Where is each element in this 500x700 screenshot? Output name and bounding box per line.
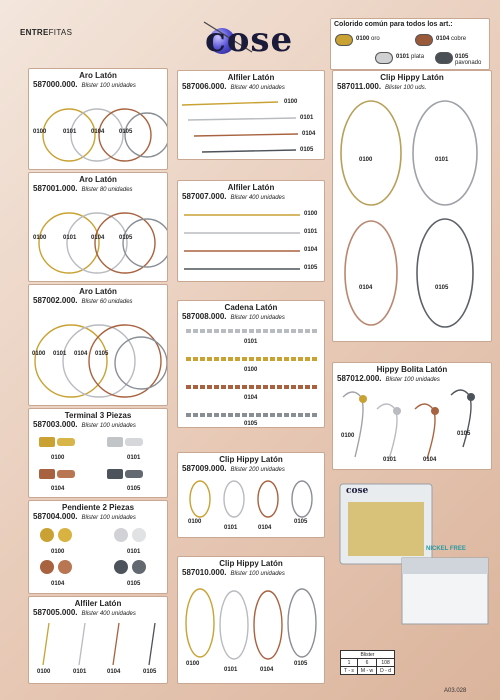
variant-label: 0101 <box>304 229 318 235</box>
blister-table-cell: T - s <box>341 667 358 675</box>
variant-label: 0101 <box>127 549 141 555</box>
variant-label: 0100 <box>244 367 258 373</box>
blister-quantity-table <box>340 650 395 675</box>
variant-label: 0100 <box>186 661 200 667</box>
product-code: 587002.000. Blister 60 unidades <box>33 296 133 305</box>
product-code: 587001.000. Blister 80 unidades <box>33 184 133 193</box>
blister-table-cell: D - d <box>377 667 395 675</box>
product-card-587004 <box>28 500 168 594</box>
variant-label: 0105 <box>300 147 314 153</box>
variant-label: 0105 <box>457 431 471 437</box>
variant-label: 0101 <box>63 129 77 135</box>
hippy-clips-icon <box>333 95 492 342</box>
brand-prefix: ENTRE <box>20 28 49 37</box>
product-card-587002 <box>28 284 168 406</box>
variant-label: 0104 <box>244 395 258 401</box>
terminal-clasps-icon <box>29 431 168 498</box>
product-title: Hippy Bolita Latón <box>376 365 448 374</box>
variant-label: 0101 <box>383 457 397 463</box>
product-card-587003 <box>28 408 168 498</box>
product-code: 587006.000. Blister 400 unidades <box>182 82 285 91</box>
variant-label: 0100 <box>188 519 202 525</box>
blister-pack-illustration <box>334 478 492 628</box>
blister-table-cell: M - w <box>357 667 376 675</box>
product-code: 587010.000. Blister 100 unidades <box>182 568 285 577</box>
variant-label: 0100 <box>304 211 318 217</box>
variant-label: 0105 <box>294 519 308 525</box>
product-card-587001 <box>28 172 168 282</box>
product-code: 587009.000. Blister 200 unidades <box>182 464 285 473</box>
variant-label: 0101 <box>224 667 238 673</box>
brand-label <box>20 28 72 37</box>
variant-label: 0104 <box>51 581 65 587</box>
blister-table-cell: 108 <box>377 659 395 667</box>
variant-label: 0104 <box>302 131 316 137</box>
variant-label: 0100 <box>37 669 51 675</box>
variant-label: 0100 <box>33 129 47 135</box>
product-card-587009 <box>177 452 325 538</box>
product-title: Clip Hippy Latón <box>219 559 283 568</box>
swatch-label-plata: 0101 plata <box>396 54 425 60</box>
swatch-label-oro: 0100 oro <box>356 36 380 42</box>
variant-label: 0101 <box>244 339 258 345</box>
product-title: Alfiler Latón <box>227 183 275 192</box>
variant-label: 0105 <box>143 669 157 675</box>
variant-label: 0101 <box>300 115 314 121</box>
variant-label: 0104 <box>91 235 105 241</box>
blister-table-cell: 6 <box>357 659 376 667</box>
product-title: Aro Latón <box>79 71 117 80</box>
variant-label: 0100 <box>51 549 65 555</box>
product-title: Clip Hippy Latón <box>380 73 444 82</box>
head-pins-icon <box>29 619 168 675</box>
product-code: 587000.000. Blister 100 unidades <box>33 80 136 89</box>
stud-earrings-icon <box>29 523 168 594</box>
variant-label: 0101 <box>127 455 141 461</box>
swatch-plata-icon <box>375 52 393 64</box>
variant-label: 0105 <box>127 581 141 587</box>
product-code: 587012.000. Blister 100 unidades <box>337 374 440 383</box>
blister-table-header: Blister <box>341 651 395 659</box>
variant-label: 0104 <box>74 351 88 357</box>
variant-label: 0101 <box>63 235 77 241</box>
variant-label: 0105 <box>119 235 133 241</box>
product-title: Alfiler Latón <box>74 599 122 608</box>
product-card-587011 <box>332 70 492 342</box>
product-code: 587011.000. Blister 100 uds. <box>337 82 427 91</box>
variant-label: 0100 <box>32 351 46 357</box>
product-card-587010 <box>177 556 325 684</box>
brand-suffix: FITAS <box>48 28 73 37</box>
variant-label: 0104 <box>91 129 105 135</box>
legend-title: Colorido común para todos los art.: <box>334 21 453 28</box>
hippy-clips-icon <box>178 579 325 683</box>
head-pins-icon <box>178 203 325 282</box>
variant-label: 0101 <box>73 669 87 675</box>
variant-label: 0101 <box>53 351 67 357</box>
variant-label: 0101 <box>435 157 449 163</box>
variant-label: 0101 <box>224 525 238 531</box>
color-legend <box>330 18 490 70</box>
variant-label: 0100 <box>33 235 47 241</box>
product-card-587008 <box>177 300 325 428</box>
product-code: 587005.000. Blister 400 unidades <box>33 608 136 617</box>
variant-label: 0105 <box>95 351 109 357</box>
swatch-oro-icon <box>335 34 353 46</box>
product-card-587006 <box>177 70 325 160</box>
product-code: 587007.000. Blister 400 unidades <box>182 192 285 201</box>
variant-label: 0104 <box>423 457 437 463</box>
variant-label: 0105 <box>244 421 258 427</box>
blister-brand-logo: cose <box>346 486 369 496</box>
cose-logo: cose <box>205 20 294 60</box>
product-card-587005 <box>28 596 168 684</box>
product-title: Clip Hippy Latón <box>219 455 283 464</box>
swatch-pavonado-icon <box>435 52 453 64</box>
product-card-587000 <box>28 68 168 170</box>
swatch-label-cobre: 0104 cobre <box>436 36 467 42</box>
variant-label: 0100 <box>341 433 355 439</box>
page-code: A03.028 <box>444 688 467 694</box>
product-title: Aro Latón <box>79 175 117 184</box>
variant-label: 0104 <box>258 525 272 531</box>
variant-label: 0104 <box>51 486 65 492</box>
product-title: Aro Latón <box>79 287 117 296</box>
product-title: Alfiler Latón <box>227 73 275 82</box>
variant-label: 0104 <box>359 285 373 291</box>
variant-label: 0100 <box>51 455 65 461</box>
blister-table-cell: 1 <box>341 659 358 667</box>
product-code: 587003.000. Blister 100 unidades <box>33 420 136 429</box>
ball-hook-earrings-icon <box>333 385 492 470</box>
product-title: Cadena Latón <box>224 303 278 312</box>
variant-label: 0105 <box>435 285 449 291</box>
variant-label: 0105 <box>294 661 308 667</box>
product-code: 587004.000. Blister 100 unidades <box>33 512 136 521</box>
variant-label: 0105 <box>119 129 133 135</box>
nickel-free-label: NICKEL FREE <box>426 546 466 552</box>
swatch-cobre-icon <box>415 34 433 46</box>
variant-label: 0104 <box>107 669 121 675</box>
variant-label: 0100 <box>359 157 373 163</box>
product-card-587012 <box>332 362 492 470</box>
variant-label: 0105 <box>304 265 318 271</box>
product-card-587007 <box>177 180 325 282</box>
variant-label: 0100 <box>284 99 298 105</box>
product-title: Terminal 3 Piezas <box>64 411 132 420</box>
swatch-label-pavonado: 0105 pavonado <box>455 54 482 66</box>
variant-label: 0105 <box>127 486 141 492</box>
product-title: Pendiente 2 Piezas <box>61 503 135 512</box>
variant-label: 0104 <box>260 667 274 673</box>
variant-label: 0104 <box>304 247 318 253</box>
product-code: 587008.000. Blister 100 unidades <box>182 312 285 321</box>
